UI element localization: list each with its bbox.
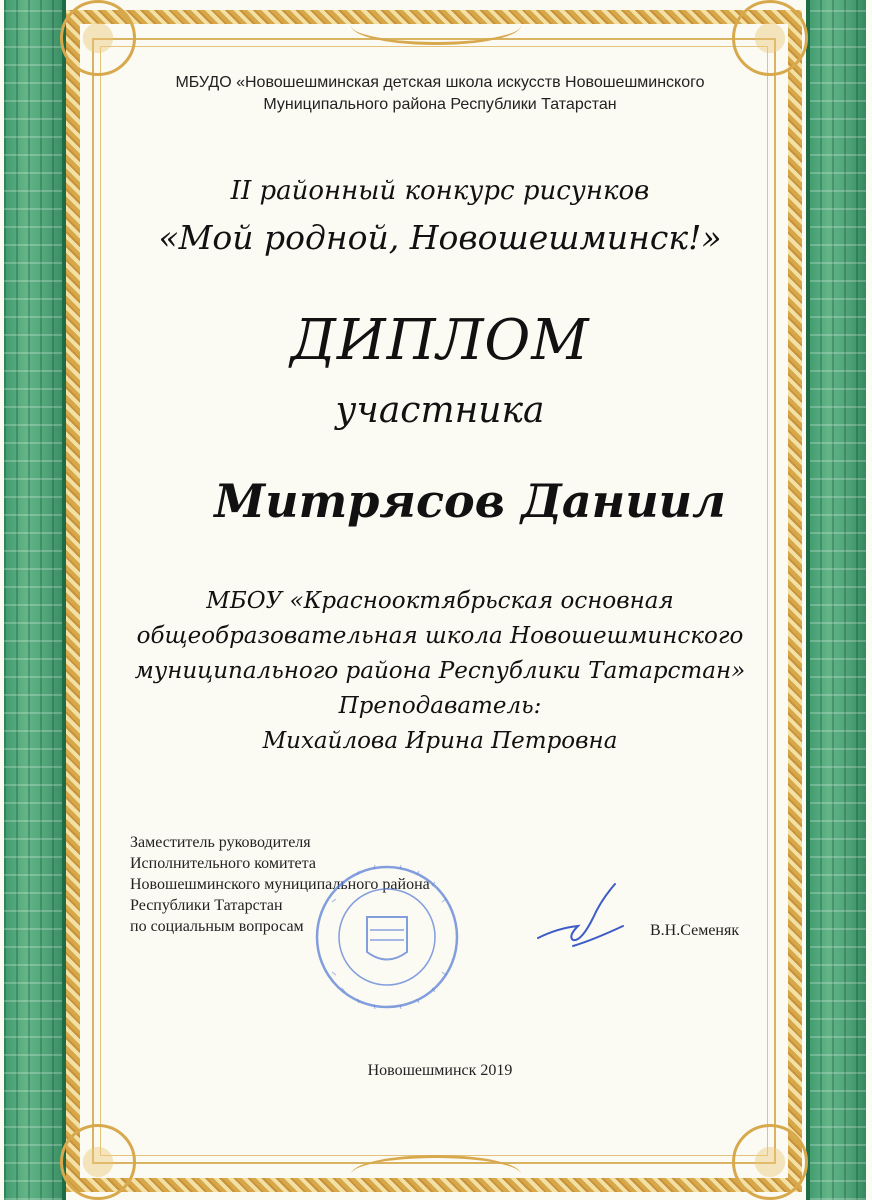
signatory-name: В.Н.Семеняк — [650, 922, 740, 939]
contest-name: «Мой родной, Новошешминск!» — [158, 218, 722, 257]
signatory-line-2: Исполнительного комитета — [130, 855, 316, 872]
corner-ornament-icon — [60, 0, 136, 76]
bottom-flourish-icon — [351, 1155, 521, 1194]
signature-icon — [528, 880, 638, 960]
organization-header — [120, 72, 760, 116]
right-green-border — [808, 0, 866, 1200]
signatory-line-1: Заместитель руководителя — [130, 834, 311, 851]
school-block — [110, 584, 770, 759]
diploma-title: ДИПЛОМ — [290, 308, 590, 373]
left-green-border — [4, 0, 66, 1200]
org-line-1: МБУДО «Новошешминская детская школа искусств Новошешминского — [175, 74, 705, 91]
corner-ornament-icon — [60, 1124, 136, 1200]
diploma-subtitle: участника — [335, 390, 545, 431]
corner-ornament-icon — [732, 0, 808, 76]
school-line-3: муниципального района Республики Татарстан» — [134, 658, 746, 684]
teacher-name: Михайлова Ирина Петровна — [262, 728, 618, 754]
corner-ornament-icon — [732, 1124, 808, 1200]
contest-title: II районный конкурс рисунков — [230, 176, 650, 206]
place-year: Новошешминск 2019 — [367, 1062, 513, 1079]
recipient-name: Митрясов Даниил — [214, 474, 726, 528]
top-flourish-icon — [351, 6, 521, 45]
official-seal-icon — [312, 862, 462, 1012]
signatory-line-5: по социальным вопросам — [130, 918, 304, 935]
school-line-1: МБОУ «Краснооктябрьская основная — [206, 588, 674, 614]
right-border-edge — [806, 0, 810, 1200]
signatory-line-3: Новошешминского муниципального района — [130, 876, 430, 893]
school-line-2: общеобразовательная школа Новошешминского — [136, 623, 744, 649]
teacher-label: Преподаватель: — [338, 693, 542, 719]
org-line-2: Муниципального района Республики Татарстан — [263, 96, 617, 113]
signatory-line-4: Республики Татарстан — [130, 897, 283, 914]
